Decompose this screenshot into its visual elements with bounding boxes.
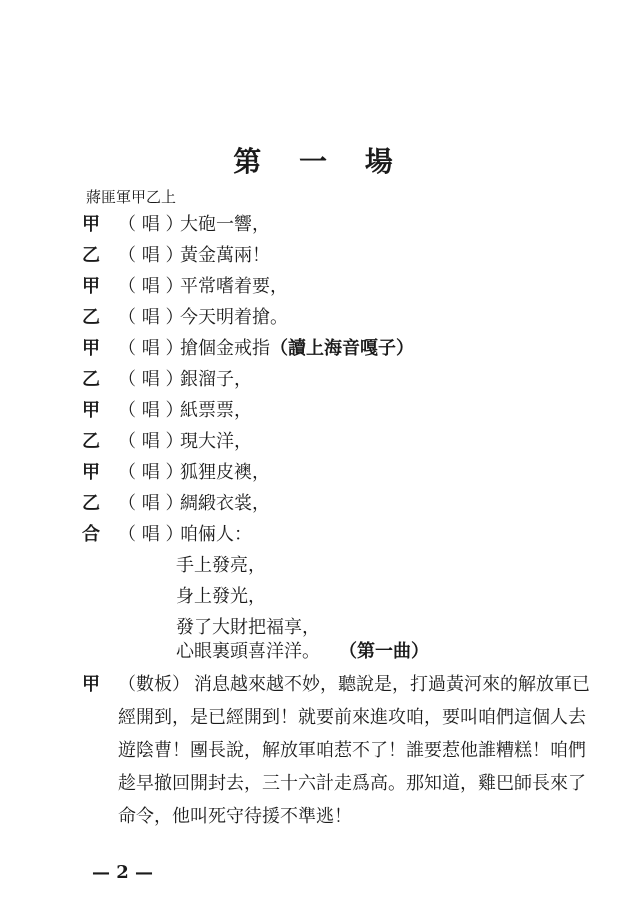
verse-line: 手上發亮， [176,555,266,576]
line-text: 咱倆人： [180,524,252,545]
stage-direction: 蔣匪軍甲乙上 [86,188,177,206]
speaker: 合 [82,524,100,545]
line-text: 綢緞衣裳， [180,493,270,514]
speaker: 甲 [82,462,100,483]
speaker: 甲 [82,276,100,297]
stage-cue: （ 唱 ） [118,245,184,266]
speaker: 乙 [82,493,100,514]
stage-cue: （ 唱 ） [118,369,184,390]
page-number: — 2 — [92,862,154,883]
verse-line: 身上發光， [176,586,266,607]
stage-cue: （ 唱 ） [118,524,184,545]
speaker: 甲 [82,338,100,359]
line-text: 黃金萬兩！ [180,245,270,266]
speaker: 甲 [82,214,100,235]
line-text: 紙票票， [180,400,252,421]
stage-cue: （ 唱 ） [118,462,184,483]
stage-cue: （數板） [118,674,190,695]
stage-cue: （ 唱 ） [118,338,184,359]
stage-cue: （ 唱 ） [118,493,184,514]
verse-text: 心眼裏頭喜洋洋。 [176,641,320,662]
speech-body [118,668,598,833]
speech-text: 消息越來越不妙，聽說是，打過黃河來的解放軍已經開到，是已經開到！就要前來進攻咱，要叫咱們這個人去遊陰曹！團長說，解放軍咱惹不了！誰要惹他誰糟糕！咱們趁早撤回開封去，三十六計走爲高。那知道，雞巴師長來了命令，他叫死守待援不準逃！ [118,674,590,827]
speaker: 乙 [82,245,100,266]
speaker: 甲 [82,400,100,421]
speaker: 乙 [82,307,100,328]
scene-title: 第 一 場 [233,145,407,178]
line-text: 大砲一響， [180,214,270,235]
line-text-main: 搶個金戒指 [180,338,270,359]
stage-cue: （ 唱 ） [118,214,184,235]
stage-cue: （ 唱 ） [118,400,184,421]
speaker: 甲 [82,674,100,695]
stage-cue: （ 唱 ） [118,307,184,328]
line-text: 平常嗜着要， [180,276,288,297]
song-number: （第一曲） [348,641,429,662]
verse-line [176,637,429,667]
line-text: 今天明着搶。 [180,307,288,328]
stage-cue: （ 唱 ） [118,431,184,452]
line-text [180,334,414,364]
speaker: 乙 [82,369,100,390]
pronunciation-note: （讀上海音嘎子） [270,338,414,359]
verse-line: 發了大財把福享， [176,617,320,638]
stage-cue: （ 唱 ） [118,276,184,297]
line-text: 現大洋， [180,431,252,452]
line-text: 狐狸皮襖， [180,462,270,483]
line-text: 銀溜子， [180,369,252,390]
speaker: 乙 [82,431,100,452]
